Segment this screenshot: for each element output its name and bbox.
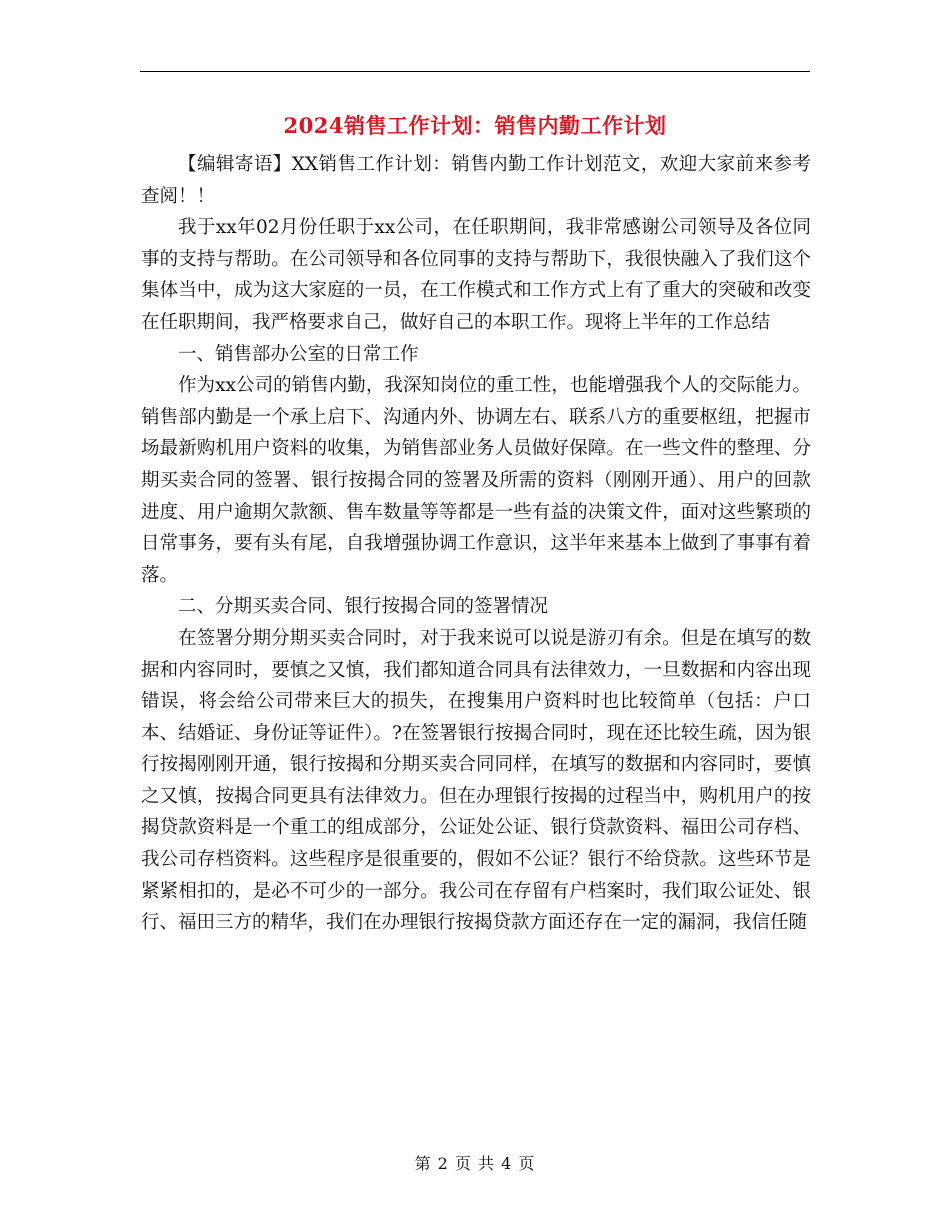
intro-paragraph: 我于xx年02月份任职于xx公司，在任职期间，我非常感谢公司领导及各位同事的支持与帮助。在公司领导和各位同事的支持与帮助下，我很快融入了我们这个集体当中，成为这大家庭的一员，在工作模式和工作方式上有了重大的突破和改变在任职期间，我严格要求自己，做好自己的本职工作。现将上半年的工作总结 xyxy=(141,217,811,333)
document-body xyxy=(141,149,811,939)
section-2-paragraph: 在签署分期分期买卖合同时，对于我来说可以说是游刃有余。但是在填写的数据和内容同时，要慎之又慎，我们都知道合同具有法律效力，一旦数据和内容出现错误，将会给公司带来巨大的损失，在搜集用户资料时也比较简单（包括：户口本、结婚证、身份证等证件）。?在签署银行按揭合同时，现在还比较生疏，因为银行按揭刚刚开通，银行按揭和分期买卖合同同样，在填写的数据和内容同时，要慎之又慎，按揭合同更具有法律效力。但在办理银行按揭的过程当中，购机用户的按揭贷款资料是一个重工的组成部分，公证处公证、银行贷款资料、福田公司存档、我公司存档资料。这些程序是很重要的，假如不公证？银行不给贷款。这些环节是紧紧相扣的，是必不可少的一部分。我公司在存留有户档案时，我们取公证处、银行、福田三方的精华，我们在办理银行按揭贷款方面还存在一定的漏洞，我信任随 xyxy=(141,627,811,934)
section-heading-2: 二、分期买卖合同、银行按揭合同的签署情况 xyxy=(178,596,549,618)
header-rule xyxy=(140,71,810,72)
editor-note-paragraph: 【编辑寄语】XX销售工作计划：销售内勤工作计划范文，欢迎大家前来参考查阅！！ xyxy=(141,154,811,207)
document-title: 2024销售工作计划：销售内勤工作计划 xyxy=(283,113,667,138)
section-1-paragraph: 作为xx公司的销售内勤，我深知岗位的重工性，也能增强我个人的交际能力。销售部内勤是一个承上启下、沟通内外、协调左右、联系八方的重要枢纽，把握市场最新购机用户资料的收集，为销售部业务人员做好保障。在一些文件的整理、分期买卖合同的签署、银行按揭合同的签署及所需的资料（刚刚开通）、用户的回款进度、用户逾期欠款额、售车数量等等都是一些有益的决策文件，面对这些繁琐的日常事务，要有头有尾，自我增强协调工作意识，这半年来基本上做到了事事有着落。 xyxy=(141,375,811,586)
section-heading-1: 一、销售部办公室的日常工作 xyxy=(178,343,419,365)
page-number-footer: 第 2 页 共 4 页 xyxy=(414,1154,536,1173)
